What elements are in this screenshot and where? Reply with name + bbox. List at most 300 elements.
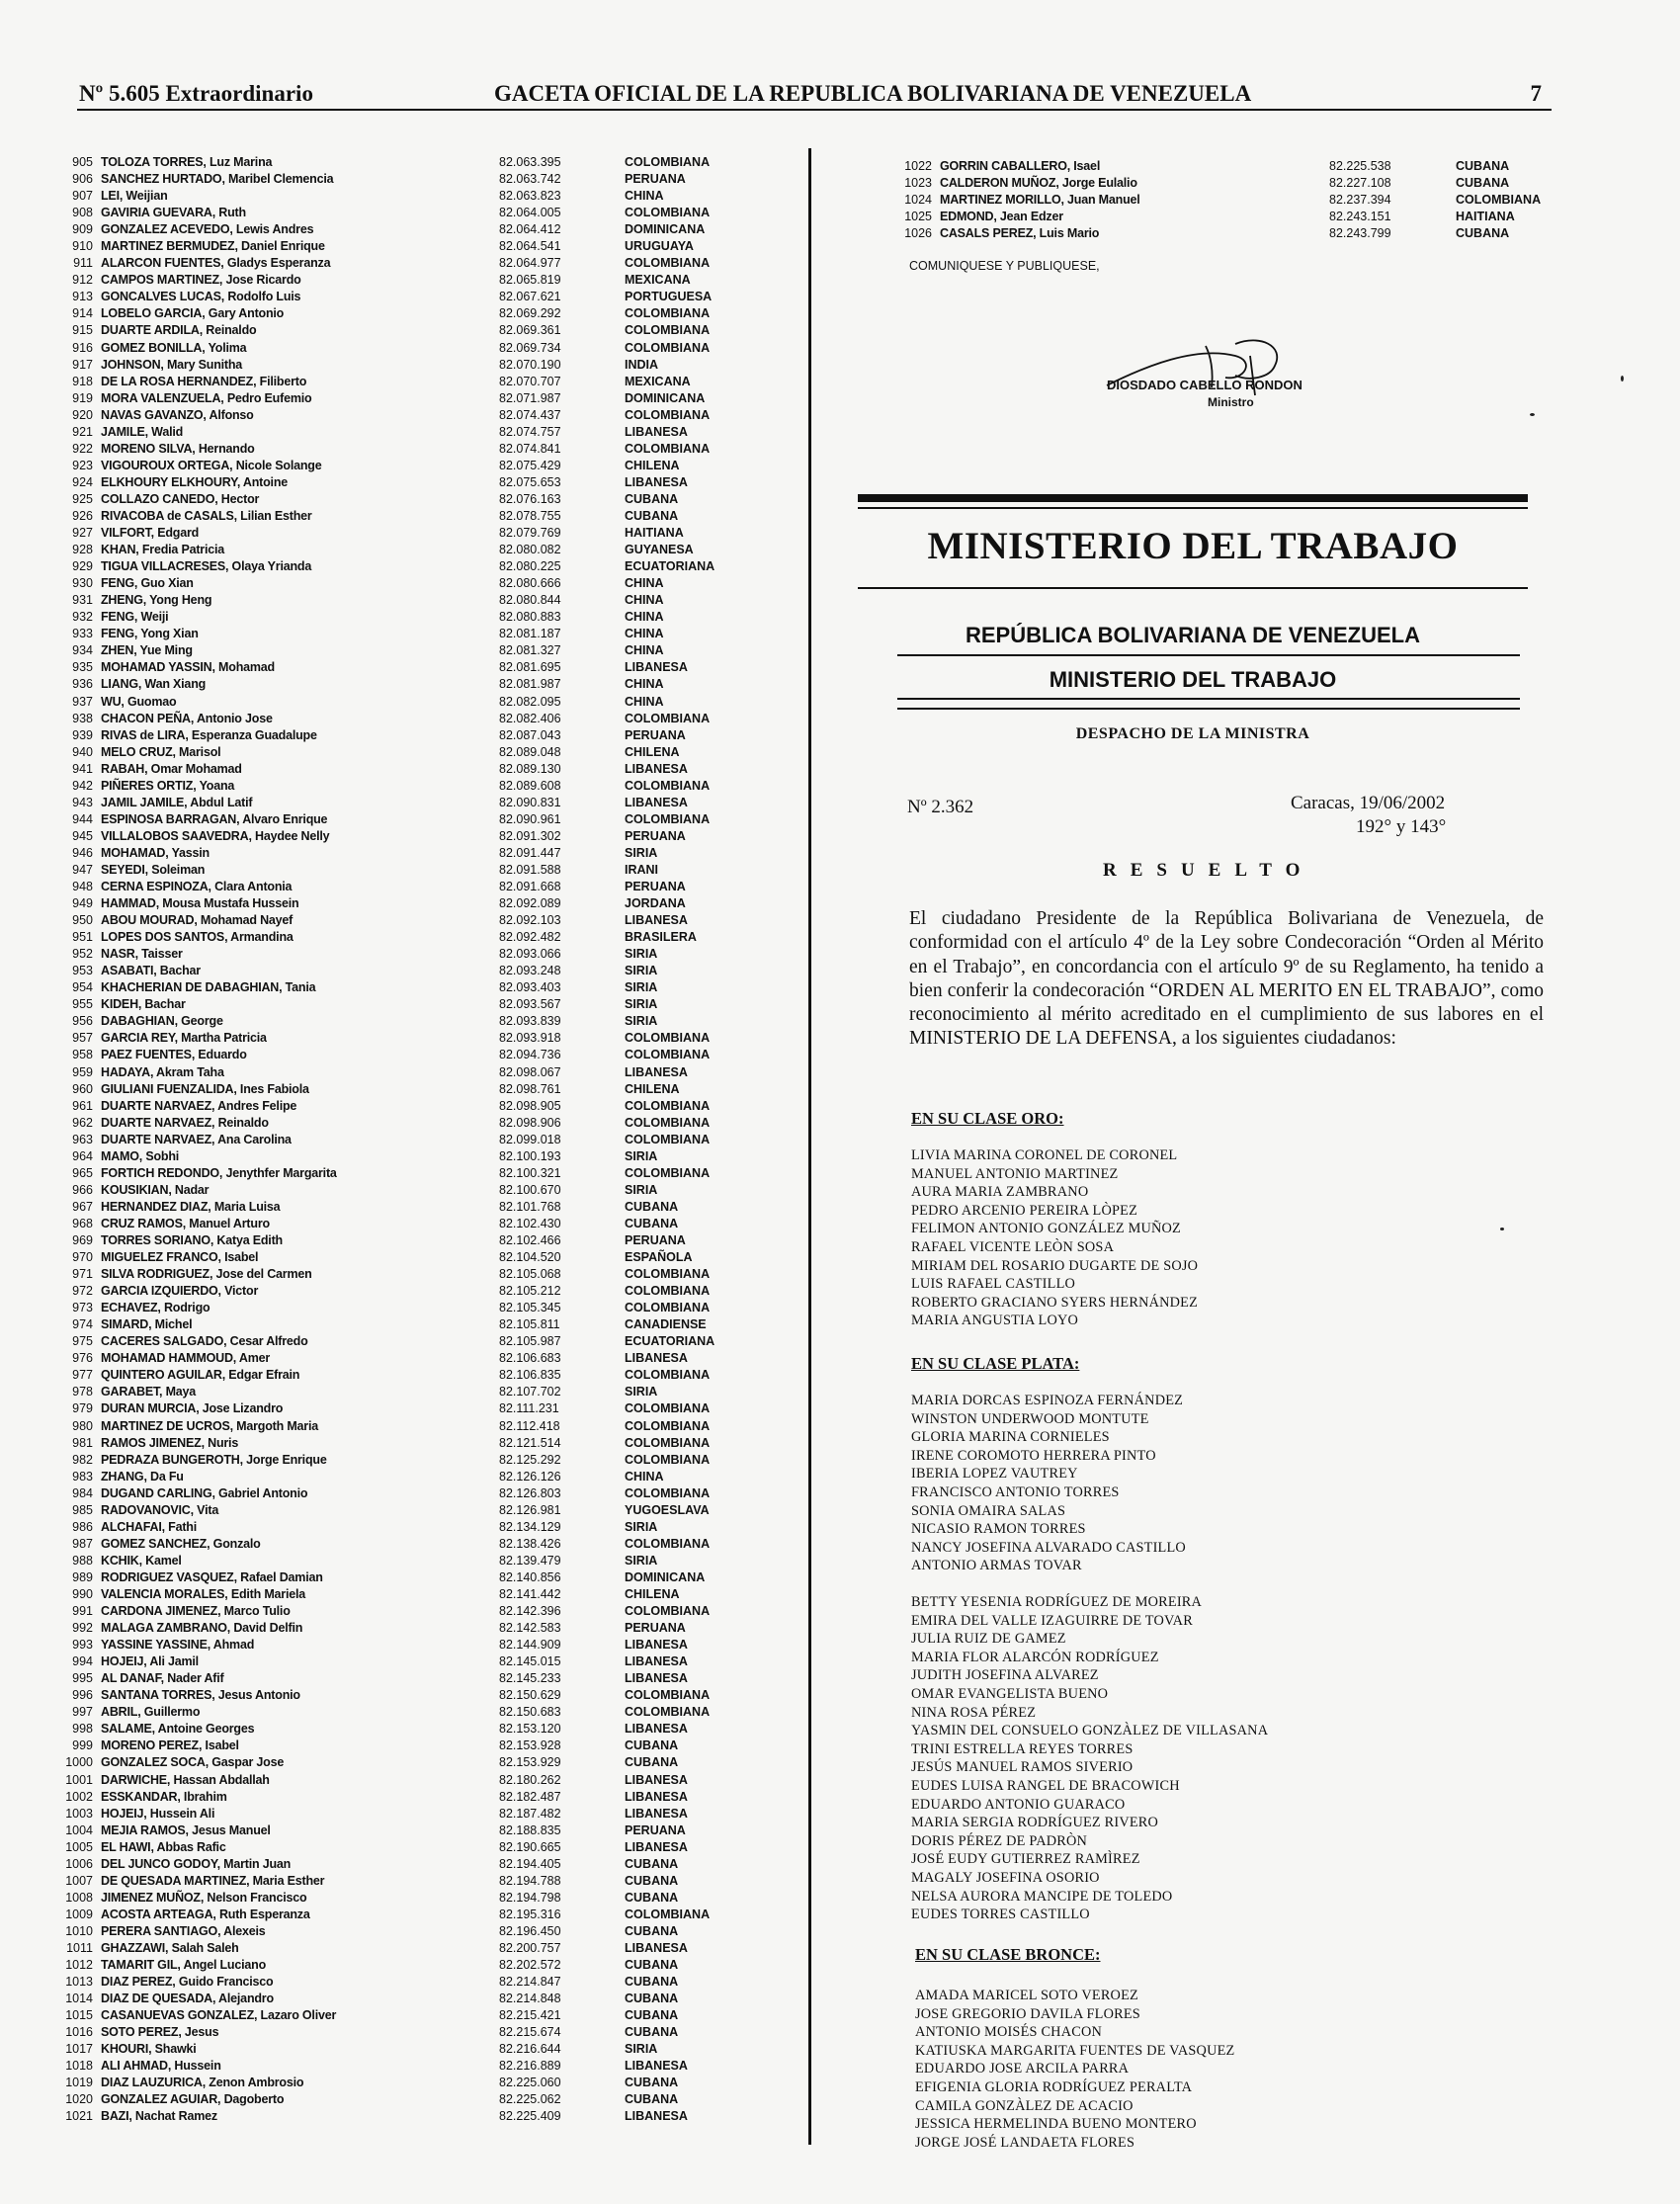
roster-name: DIAZ PEREZ, Guido Francisco [101, 1975, 274, 1990]
roster-row [59, 1856, 751, 1873]
roster-row [59, 2024, 751, 2041]
roster-nationality: COLOMBIANA [625, 1098, 711, 1113]
roster-id: 82.188.835 [499, 1823, 561, 1837]
roster-nationality: COLOMBIANA [1456, 193, 1542, 208]
roster-id: 82.102.466 [499, 1233, 561, 1247]
office-heading: DESPACHO DE LA MINISTRA [1075, 725, 1310, 742]
roster-number: 1000 [65, 1755, 93, 1770]
roster-name: PERERA SANTIAGO, Alexeis [101, 1923, 266, 1938]
roster-name: HADAYA, Akram Taha [101, 1064, 224, 1079]
roster-number: 1026 [904, 226, 932, 241]
signer-name: DIOSDADO CABELLO RONDON [1107, 378, 1302, 392]
roster-row [59, 845, 751, 862]
roster-row [59, 963, 751, 979]
awardee-name: MARIA FLOR ALARCÓN RODRÍGUEZ [911, 1649, 1159, 1665]
roster-number: 938 [72, 711, 93, 725]
roster-number: 954 [72, 980, 93, 995]
roster-row [59, 272, 751, 289]
roster-nationality: COLOMBIANA [625, 1907, 711, 1921]
roster-row [59, 1637, 751, 1653]
roster-row [59, 2075, 751, 2091]
roster-row [59, 2091, 751, 2108]
roster-nationality: SIRIA [625, 964, 658, 978]
roster-name: MARTINEZ BERMUDEZ, Daniel Enrique [101, 239, 325, 254]
roster-nationality: CUBANA [1456, 176, 1510, 191]
roster-number: 905 [72, 155, 93, 169]
roster-name: ZHENG, Yong Heng [101, 593, 212, 608]
roster-name: KIDEH, Bachar [101, 997, 186, 1012]
roster-row [59, 1283, 751, 1300]
roster-number: 916 [72, 340, 93, 355]
roster-number: 1021 [65, 2109, 93, 2124]
roster-row [59, 1873, 751, 1890]
roster-id: 82.138.426 [499, 1536, 561, 1551]
awardee-name: DORIS PÉREZ DE PADRÒN [911, 1832, 1088, 1849]
roster-nationality: CUBANA [625, 1958, 679, 1973]
roster-name: CASALS PEREZ, Luis Mario [940, 226, 1100, 241]
roster-name: RODRIGUEZ VASQUEZ, Rafael Damian [101, 1569, 323, 1584]
roster-nationality: COLOMBIANA [625, 811, 711, 826]
roster-row [59, 946, 751, 963]
awardee-name: MARIA DORCAS ESPINOZA FERNÁNDEZ [911, 1393, 1184, 1408]
roster-number: 927 [72, 526, 93, 541]
roster-nationality: DOMINICANA [625, 1569, 706, 1584]
roster-number: 983 [72, 1469, 93, 1483]
comuniquese-text: COMUNIQUESE Y PUBLIQUESE, [909, 259, 1100, 273]
roster-id: 82.064.977 [499, 256, 561, 271]
awardee-name: JOSÉ EUDY GUTIERREZ RAMÌREZ [911, 1851, 1140, 1868]
roster-row [59, 609, 751, 626]
roster-row [59, 1047, 751, 1063]
roster-row [59, 1957, 751, 1974]
roster-name: PIÑERES ORTIZ, Yoana [101, 778, 235, 793]
roster-number: 975 [72, 1334, 93, 1349]
roster-row [59, 2058, 751, 2075]
roster-nationality: HAITIANA [1456, 210, 1515, 224]
roster-id: 82.067.621 [499, 290, 561, 304]
roster-id: 82.153.928 [499, 1738, 561, 1753]
roster-id: 82.139.479 [499, 1553, 561, 1568]
roster-number: 969 [72, 1233, 93, 1247]
roster-name: TAMARIT GIL, Angel Luciano [101, 1958, 267, 1973]
roster-name: CACERES SALGADO, Cesar Alfredo [101, 1334, 308, 1349]
roster-row [59, 1098, 751, 1115]
roster-number: 992 [72, 1621, 93, 1636]
roster-name: DEL JUNCO GODOY, Martin Juan [101, 1856, 292, 1871]
roster-id: 82.080.844 [499, 593, 561, 608]
roster-id: 82.065.819 [499, 273, 561, 288]
roster-name: ECHAVEZ, Rodrigo [101, 1301, 210, 1315]
roster-number: 1019 [65, 2076, 93, 2090]
roster-id: 82.074.437 [499, 407, 561, 422]
roster-row [59, 1485, 751, 1502]
roster-row [59, 1923, 751, 1940]
roster-nationality: INDIA [625, 357, 659, 372]
roster-nationality: COLOMBIANA [625, 1604, 711, 1619]
roster-row [59, 1469, 751, 1485]
roster-name: NASR, Taisser [101, 947, 183, 962]
roster-row [59, 289, 751, 305]
roster-row [59, 1653, 751, 1670]
roster-id: 82.082.095 [499, 694, 561, 709]
roster-id: 82.145.015 [499, 1654, 561, 1669]
roster-number: 915 [72, 323, 93, 338]
roster-nationality: COLOMBIANA [625, 1435, 711, 1450]
roster-number: 909 [72, 222, 93, 237]
roster-name: DURAN MURCIA, Jose Lizandro [101, 1401, 284, 1416]
roster-id: 82.112.418 [499, 1418, 560, 1433]
roster-name: MOHAMAD, Yassin [101, 845, 210, 860]
roster-row [59, 1586, 751, 1603]
roster-name: RIVACOBA de CASALS, Lilian Esther [101, 508, 312, 523]
roster-number: 966 [72, 1182, 93, 1197]
roster-id: 82.225.060 [499, 2076, 561, 2090]
roster-id: 82.070.707 [499, 374, 561, 388]
roster-nationality: LIBANESA [625, 1351, 688, 1366]
roster-nationality: PORTUGUESA [625, 290, 713, 304]
naturalization-roster-right [894, 158, 1542, 242]
roster-name: TORRES SORIANO, Katya Edith [101, 1233, 283, 1247]
roster-number: 924 [72, 474, 93, 489]
roster-row [59, 1115, 751, 1132]
roster-id: 82.196.450 [499, 1923, 561, 1938]
roster-row [894, 209, 1527, 225]
roster-nationality: CUBANA [625, 1992, 679, 2006]
ministry-heading: MINISTERIO DEL TRABAJO [927, 525, 1459, 567]
roster-id: 82.101.768 [499, 1199, 561, 1214]
roster-number: 1005 [65, 1839, 93, 1854]
roster-row [59, 1738, 751, 1754]
roster-row [59, 811, 751, 828]
roster-id: 82.093.403 [499, 980, 561, 995]
roster-row [59, 305, 751, 322]
awardee-name: NINA ROSA PÉREZ [911, 1704, 1037, 1721]
roster-nationality: LIBANESA [625, 2109, 688, 2124]
roster-row [59, 979, 751, 996]
roster-nationality: CUBANA [625, 491, 679, 506]
roster-number: 937 [72, 694, 93, 709]
roster-number: 1023 [904, 176, 932, 191]
roster-row [59, 626, 751, 642]
plata-names-b [911, 1593, 1268, 1924]
awardee-name: YASMIN DEL CONSUELO GONZÀLEZ DE VILLASANA [911, 1723, 1269, 1739]
roster-name: GAVIRIA GUEVARA, Ruth [101, 206, 246, 220]
roster-row [59, 676, 751, 693]
roster-nationality: CUBANA [625, 1890, 679, 1905]
roster-id: 82.121.514 [499, 1435, 561, 1450]
roster-row [59, 1030, 751, 1047]
roster-row [59, 1569, 751, 1586]
roster-id: 82.093.918 [499, 1031, 561, 1046]
roster-number: 1020 [65, 2092, 93, 2107]
roster-id: 82.080.666 [499, 576, 561, 591]
roster-row [59, 575, 751, 592]
roster-nationality: SIRIA [625, 845, 658, 860]
roster-name: SANCHEZ HURTADO, Maribel Clemencia [101, 172, 334, 187]
roster-row [59, 1603, 751, 1620]
roster-id: 82.214.847 [499, 1975, 561, 1990]
roster-id: 82.105.068 [499, 1267, 561, 1282]
roster-nationality: LIBANESA [625, 1940, 688, 1955]
roster-nationality: IRANI [625, 862, 659, 877]
roster-name: FORTICH REDONDO, Jenythfer Margarita [101, 1165, 337, 1180]
roster-id: 82.142.583 [499, 1621, 561, 1636]
roster-id: 82.153.120 [499, 1722, 561, 1737]
roster-id: 82.091.302 [499, 828, 561, 843]
roster-nationality: CHINA [625, 643, 664, 658]
roster-number: 987 [72, 1536, 93, 1551]
roster-id: 82.063.823 [499, 189, 561, 204]
roster-row [59, 1266, 751, 1283]
roster-name: FENG, Guo Xian [101, 576, 194, 591]
roster-id: 82.078.755 [499, 508, 561, 523]
roster-row [59, 1890, 751, 1907]
roster-row [59, 238, 751, 255]
roster-number: 919 [72, 390, 93, 405]
roster-row [59, 407, 751, 424]
roster-nationality: COLOMBIANA [625, 1031, 711, 1046]
roster-nationality: LIBANESA [625, 1671, 688, 1686]
awardee-name: TRINI ESTRELLA REYES TORRES [911, 1740, 1134, 1757]
awardee-name: MANUEL ANTONIO MARTINEZ [911, 1165, 1119, 1182]
roster-nationality: PERUANA [625, 828, 686, 843]
roster-row [59, 912, 751, 929]
roster-name: KOUSIKIAN, Nadar [101, 1182, 210, 1197]
roster-number: 995 [72, 1671, 93, 1686]
roster-id: 82.105.212 [499, 1284, 561, 1299]
roster-number: 914 [72, 306, 93, 321]
roster-name: MOHAMAD HAMMOUD, Amer [101, 1351, 271, 1366]
roster-number: 970 [72, 1250, 93, 1265]
roster-name: GONZALEZ ACEVEDO, Lewis Andres [101, 222, 314, 237]
roster-number: 1009 [65, 1907, 93, 1921]
roster-nationality: LIBANESA [625, 2059, 688, 2074]
roster-number: 967 [72, 1199, 93, 1214]
roster-id: 82.100.321 [499, 1165, 561, 1180]
roster-name: GORRIN CABALLERO, Isael [940, 159, 1101, 173]
roster-row [59, 996, 751, 1013]
awardee-name: IBERIA LOPEZ VAUTREY [911, 1466, 1078, 1483]
roster-row [59, 1974, 751, 1991]
roster-number: 984 [72, 1485, 93, 1500]
roster-row [59, 1536, 751, 1553]
roster-nationality: PERUANA [625, 1621, 686, 1636]
roster-name: KHAN, Fredia Patricia [101, 543, 225, 557]
roster-row [59, 1384, 751, 1400]
roster-nationality: CHINA [625, 694, 664, 709]
roster-id: 82.092.482 [499, 930, 561, 945]
roster-nationality: ECUATORIANA [625, 559, 715, 574]
roster-nationality: COLOMBIANA [625, 1418, 711, 1433]
roster-id: 82.094.736 [499, 1048, 561, 1062]
roster-id: 82.106.835 [499, 1368, 561, 1383]
roster-name: MELO CRUZ, Marisol [101, 744, 221, 759]
roster-number: 1017 [65, 2042, 93, 2057]
roster-nationality: SIRIA [625, 1148, 658, 1163]
roster-name: HAMMAD, Mousa Mustafa Hussein [101, 896, 299, 911]
roster-nationality: COLOMBIANA [625, 1452, 711, 1467]
roster-name: DIAZ DE QUESADA, Alejandro [101, 1992, 274, 2006]
roster-id: 82.153.929 [499, 1755, 561, 1770]
roster-id: 82.069.361 [499, 323, 561, 338]
roster-nationality: SIRIA [625, 2042, 658, 2057]
page-number: 7 [1530, 81, 1542, 106]
roster-row [59, 508, 751, 525]
roster-row [59, 1519, 751, 1536]
roster-id: 82.141.442 [499, 1586, 561, 1601]
roster-nationality: CHINA [625, 576, 664, 591]
roster-id: 82.087.043 [499, 727, 561, 742]
roster-nationality: CUBANA [625, 2025, 679, 2040]
roster-id: 82.089.608 [499, 778, 561, 793]
roster-row [59, 895, 751, 912]
roster-number: 1015 [65, 2008, 93, 2023]
roster-number: 950 [72, 913, 93, 928]
roster-row [59, 1418, 751, 1435]
roster-name: DE QUESADA MARTINEZ, Maria Esther [101, 1873, 325, 1888]
roster-name: GONZALEZ SOCA, Gaspar Jose [101, 1755, 285, 1770]
roster-name: WU, Guomao [101, 694, 177, 709]
awardee-name: LUIS RAFAEL CASTILLO [911, 1276, 1076, 1293]
roster-nationality: CUBANA [625, 2092, 679, 2107]
roster-name: CASANUEVAS GONZALEZ, Lazaro Oliver [101, 2008, 337, 2023]
roster-id: 82.080.225 [499, 559, 561, 574]
roster-id: 82.243.151 [1329, 210, 1391, 224]
roster-number: 908 [72, 206, 93, 220]
roster-name: VILFORT, Edgard [101, 526, 200, 541]
roster-id: 82.090.961 [499, 811, 561, 826]
header-rule [77, 109, 1552, 111]
roster-nationality: SIRIA [625, 1553, 658, 1568]
roster-number: 963 [72, 1132, 93, 1146]
roster-id: 82.081.327 [499, 643, 561, 658]
roster-name: HOJEIJ, Hussein Ali [101, 1806, 215, 1821]
plata-names-a [911, 1392, 1186, 1575]
roster-row [59, 761, 751, 778]
awardee-name: FELIMON ANTONIO GONZÁLEZ MUÑOZ [911, 1221, 1181, 1237]
roster-nationality: COLOMBIANA [625, 155, 711, 169]
roster-nationality: CHINA [625, 627, 664, 641]
roster-row [59, 1940, 751, 1957]
gazette-header [79, 81, 1552, 111]
issue-number: Nº 5.605 Extraordinario [79, 81, 313, 106]
roster-id: 82.080.883 [499, 610, 561, 625]
roster-id: 82.195.316 [499, 1907, 561, 1921]
roster-id: 82.194.788 [499, 1873, 561, 1888]
roster-id: 82.106.683 [499, 1351, 561, 1366]
roster-name: CRUZ RAMOS, Manuel Arturo [101, 1216, 270, 1230]
roster-number: 1011 [66, 1940, 93, 1955]
roster-nationality: LIBANESA [625, 1772, 688, 1787]
roster-id: 82.200.757 [499, 1940, 561, 1955]
roster-nationality: CHILENA [625, 458, 680, 472]
scan-speck [1500, 1228, 1504, 1230]
roster-id: 82.079.769 [499, 526, 561, 541]
roster-id: 82.100.670 [499, 1182, 561, 1197]
roster-number: 961 [72, 1098, 93, 1113]
gazette-title: GACETA OFICIAL DE LA REPUBLICA BOLIVARIANA DE VENEZUELA [494, 81, 1252, 106]
roster-number: 940 [72, 744, 93, 759]
roster-id: 82.104.520 [499, 1250, 561, 1265]
roster-row [59, 1806, 751, 1823]
section-rule-thin [858, 507, 1528, 509]
roster-id: 82.126.126 [499, 1469, 561, 1483]
awardee-name: KATIUSKA MARGARITA FUENTES DE VASQUEZ [915, 2042, 1235, 2059]
roster-nationality: LIBANESA [625, 474, 688, 489]
roster-name: QUINTERO AGUILAR, Edgar Efrain [101, 1368, 300, 1383]
roster-number: 933 [72, 627, 93, 641]
roster-nationality: CHINA [625, 1469, 664, 1483]
roster-number: 930 [72, 576, 93, 591]
roster-name: CAMPOS MARTINEZ, Jose Ricardo [101, 273, 301, 288]
roster-nationality: LIBANESA [625, 1654, 688, 1669]
resolution-number: Nº 2.362 [907, 797, 974, 817]
roster-name: PAEZ FUENTES, Eduardo [101, 1048, 247, 1062]
roster-number: 925 [72, 491, 93, 506]
roster-id: 82.098.067 [499, 1064, 561, 1079]
roster-id: 82.105.811 [499, 1317, 560, 1332]
awardee-name: NICASIO RAMON TORRES [911, 1521, 1086, 1538]
roster-number: 998 [72, 1722, 93, 1737]
awardee-name: JOSE GREGORIO DAVILA FLORES [915, 2005, 1140, 2022]
roster-name: MARTINEZ DE UCROS, Margoth Maria [101, 1418, 318, 1433]
awardee-name: WINSTON UNDERWOOD MONTUTE [911, 1410, 1149, 1427]
roster-nationality: ESPAÑOLA [625, 1250, 693, 1265]
roster-number: 907 [72, 189, 93, 204]
roster-nationality: CUBANA [625, 1873, 679, 1888]
awardee-name: MAGALY JOSEFINA OSORIO [911, 1869, 1100, 1886]
roster-nationality: CUBANA [1456, 226, 1510, 241]
roster-id: 82.142.396 [499, 1604, 561, 1619]
ministry-subheading: MINISTERIO DEL TRABAJO [1049, 667, 1337, 692]
roster-number: 960 [72, 1081, 93, 1096]
roster-nationality: PERUANA [625, 1823, 686, 1837]
awardee-name: LIVIA MARINA CORONEL DE CORONEL [911, 1147, 1178, 1163]
roster-id: 82.069.292 [499, 306, 561, 321]
roster-nationality: SIRIA [625, 1385, 658, 1399]
roster-number: 917 [72, 357, 93, 372]
roster-row [59, 1754, 751, 1771]
roster-number: 977 [72, 1368, 93, 1383]
awardee-name: EDUARDO ANTONIO GUARACO [911, 1796, 1126, 1813]
roster-name: LOPES DOS SANTOS, Armandina [101, 930, 294, 945]
roster-row [59, 374, 751, 390]
roster-number: 991 [72, 1604, 93, 1619]
roster-id: 82.098.906 [499, 1115, 561, 1130]
roster-name: MORENO SILVA, Hernando [101, 441, 255, 456]
roster-name: LOBELO GARCIA, Gary Antonio [101, 306, 285, 321]
roster-nationality: LIBANESA [625, 761, 688, 776]
awardee-name: MARIA SERGIA RODRÍGUEZ RIVERO [911, 1815, 1159, 1831]
roster-number: 934 [72, 643, 93, 658]
roster-nationality: CUBANA [625, 1199, 679, 1214]
roster-id: 82.091.447 [499, 845, 561, 860]
roster-number: 962 [72, 1115, 93, 1130]
roster-number: 913 [72, 290, 93, 304]
roster-id: 82.194.798 [499, 1890, 561, 1905]
awardee-name: FRANCISCO ANTONIO TORRES [911, 1483, 1120, 1500]
roster-nationality: SIRIA [625, 1182, 658, 1197]
roster-number: 978 [72, 1385, 93, 1399]
roster-row [59, 1772, 751, 1789]
roster-name: RAMOS JIMENEZ, Nuris [101, 1435, 239, 1450]
roster-id: 82.126.981 [499, 1502, 561, 1517]
roster-nationality: CANADIENSE [625, 1317, 707, 1332]
roster-name: CERNA ESPINOZA, Clara Antonia [101, 880, 293, 894]
roster-nationality: CUBANA [625, 2076, 679, 2090]
roster-name: DE LA ROSA HERNANDEZ, Filiberto [101, 374, 307, 388]
republic-heading: REPÚBLICA BOLIVARIANA DE VENEZUELA [966, 623, 1420, 647]
